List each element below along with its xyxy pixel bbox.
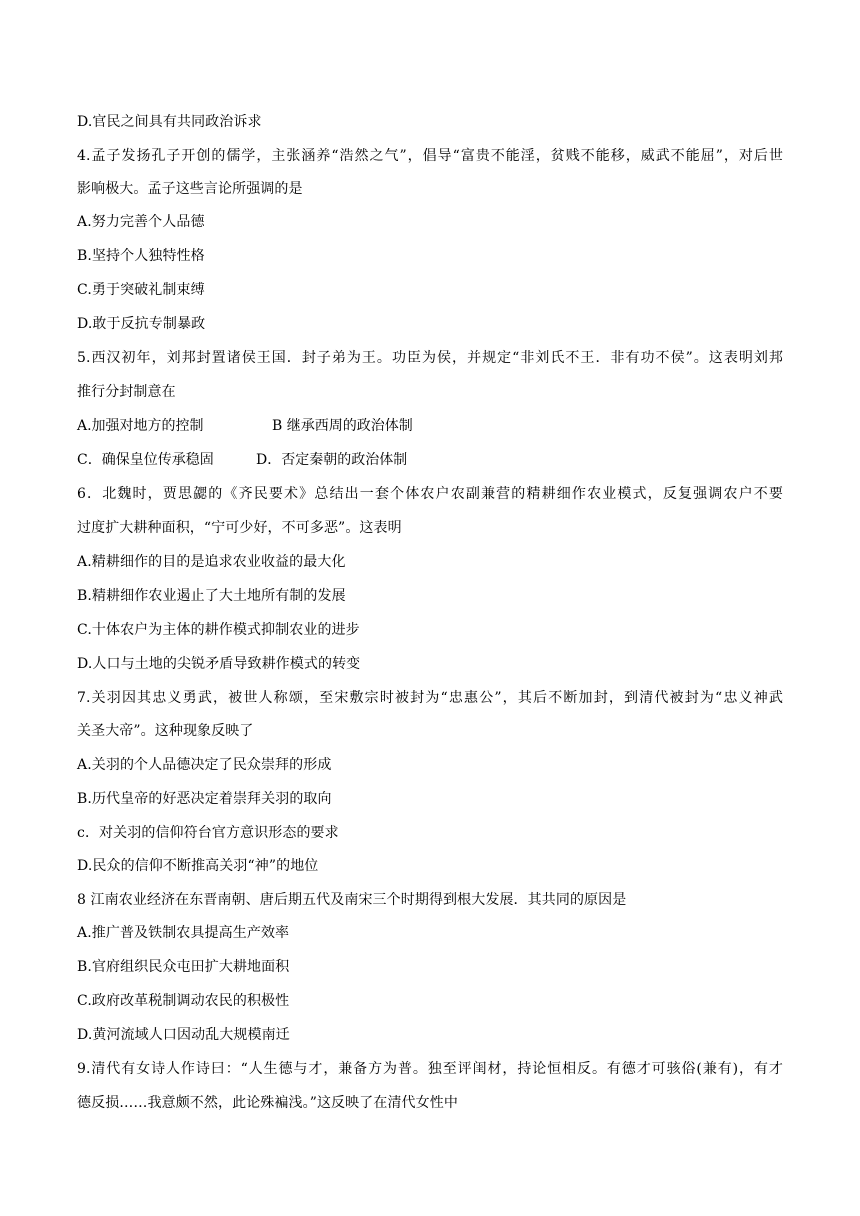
q8-option-c: C.政府改革税制调动农民的积极性: [77, 993, 290, 1009]
q6-option-b: B.精耕细作农业遏止了大土地所有制的发展: [77, 588, 346, 604]
q8-option-a: A.推广普及铁制农具提高生产效率: [77, 925, 290, 941]
q8-option-b: B.官府组织民众屯田扩大耕地面积: [77, 959, 290, 975]
q4-stem-line-2: 影响极大。孟子这些言论所强调的是: [77, 181, 303, 197]
q7-option-a: A.关羽的个人品德决定了民众崇拜的形成: [77, 757, 332, 773]
q7-option-c: c．对关羽的信仰符台官方意识形态的要求: [77, 825, 339, 841]
q7-option-d: D.民众的信仰不断推高关羽“神”的地位: [77, 858, 319, 874]
q3-option-d: D.官民之间具有共同政治诉求: [77, 114, 262, 130]
q8-option-d: D.黄河流域人口因动乱大规模南迁: [77, 1027, 290, 1043]
q5-stem-line-2: 推行分封制意在: [77, 384, 176, 400]
q7-option-b: B.历代皇帝的好恶决定着崇拜关羽的取向: [77, 791, 332, 807]
q4-option-c: C.勇于突破礼制束缚: [77, 282, 205, 298]
q6-option-c: C.十体农户为主体的耕作模式抑制农业的进步: [77, 622, 360, 638]
q8-stem: 8 江南农业经济在东晋南朝、唐后期五代及南宋三个时期得到根大发展．其共同的原因是: [77, 892, 627, 908]
q6-option-d: D.人口与土地的尖锐矛盾导致耕作模式的转变: [77, 656, 361, 672]
q4-option-a: A.努力完善个人品德: [77, 214, 205, 230]
q9-stem-line-1: 9.清代有女诗人作诗曰：“人生德与才，兼备方为普。独至评闺材，持论恒相反。有德才可骇俗(兼有)，有才: [77, 1061, 783, 1077]
q9-stem-line-2: 德反损……我意颇不然，此论殊褊浅。”这反映了在清代女性中: [77, 1095, 458, 1111]
q5-options-row-1: [77, 417, 413, 435]
q5-option-c: C．确保皇位传承稳固: [77, 452, 214, 468]
q6-stem-line-2: 过度扩大耕种面积，“宁可少好，不可多恶”。这表明: [77, 520, 402, 536]
q5-stem-line-1: 5.西汉初年，刘邦封置诸侯王国．封子弟为王。功臣为侯，并规定“非刘氏不王．非有功不侯”。这表明刘邦: [77, 350, 783, 366]
q5-option-d: D．否定秦朝的政治体制: [256, 452, 408, 468]
q6-stem-line-1: 6．北魏时，贾思勰的《齐民要术》总结出一套个体农户农副兼营的精耕细作农业模式，反复强调农户不要: [77, 486, 783, 502]
q4-option-d: D.敢于反抗专制暴政: [77, 316, 206, 332]
q7-stem-line-1: 7.关羽因其忠义勇武，被世人称颂，至宋敷宗时被封为“忠惠公”，其后不断加封，到清代被封为“忠义神武: [77, 690, 783, 706]
q5-option-a: A.加强对地方的控制: [77, 418, 204, 434]
q7-stem-line-2: 关圣大帝”。这种现象反映了: [77, 723, 254, 739]
q5-option-b: B 继承西周的政治体制: [272, 418, 413, 434]
q4-option-b: B.坚持个人独特性格: [77, 248, 205, 264]
q5-options-row-2: [77, 451, 407, 469]
q6-option-a: A.精耕细作的目的是追求农业收益的最大化: [77, 554, 346, 570]
q4-stem-line-1: 4.孟子发扬孔子开创的儒学，主张涵养“浩然之气”，倡导“富贵不能淫，贫贱不能移，威武不能屈”，对后世: [77, 148, 783, 164]
